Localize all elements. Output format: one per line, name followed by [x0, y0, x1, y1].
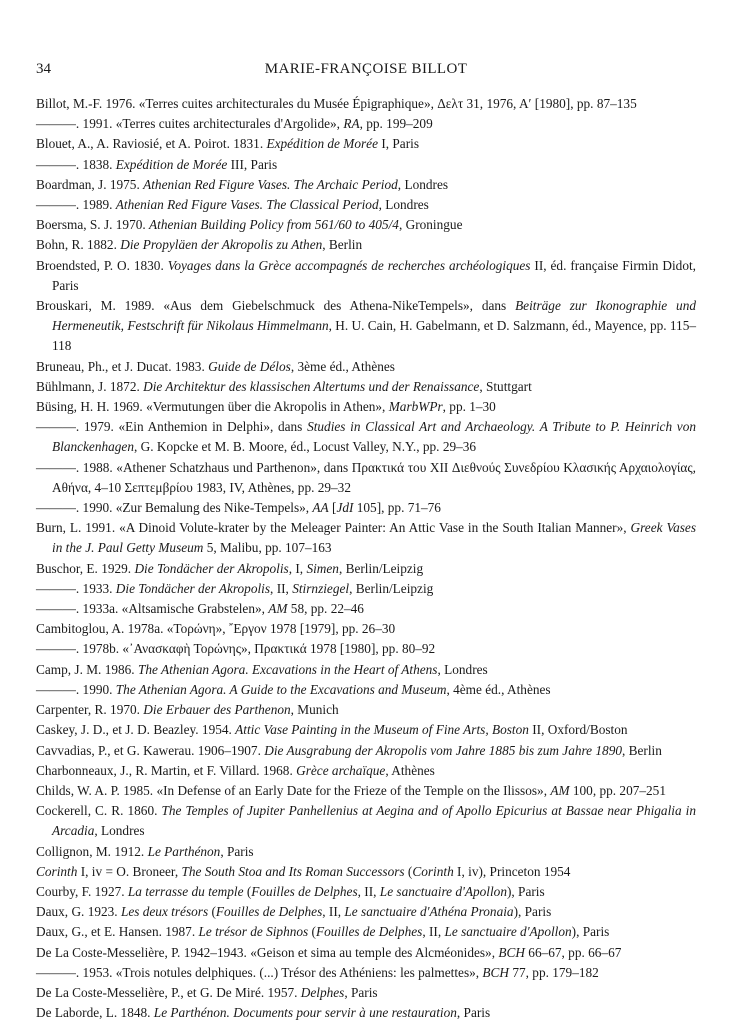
entry-italic-text: La terrasse du temple: [127, 883, 244, 899]
bibliography-entry: [36, 175, 696, 195]
entry-italic-text: Le Parthénon. Documents pour servir à une restauration: [153, 1005, 457, 1021]
running-head: MARIE-FRANÇOISE BILLOT: [264, 61, 468, 77]
entry-text: Broendsted, P. O. 1830.: [36, 257, 168, 273]
entry-text: Boardman, J. 1975.: [36, 176, 144, 192]
bibliography-entry: [36, 943, 696, 963]
bibliography-entry: [36, 357, 696, 377]
bibliography-entry: [36, 134, 696, 154]
entry-text: Carpenter, R. 1970.: [36, 702, 144, 718]
entry-text: , Londres: [378, 197, 429, 213]
entry-text: Burn, L. 1991. «A Dinoid Volute-krater by the Meleager Painter: An Attic Vase in the South Italian Manner»,: [36, 520, 631, 536]
entry-text: Daux, G., et E. Hansen. 1987.: [36, 924, 199, 940]
bibliography-list: [36, 94, 696, 1023]
bibliography-entry: [36, 922, 696, 942]
bibliography-entry: [36, 215, 696, 235]
entry-italic-text: BCH: [498, 944, 525, 960]
bibliography-entry: [36, 619, 696, 639]
entry-text: Camp, J. M. 1986.: [36, 661, 138, 677]
entry-italic-text: Corinth: [412, 863, 454, 879]
entry-text: , II,: [322, 904, 345, 920]
entry-italic-text: Delphes: [300, 984, 345, 1000]
entry-italic-text: Studies in Classical Art and Archaeology. A Tribute to P. Heinrich von Blanckenhagen: [52, 419, 696, 455]
entry-text: , I,: [288, 560, 307, 576]
entry-italic-text: Les deux trésors: [120, 904, 209, 920]
entry-text: 66–67, pp. 66–67: [524, 944, 622, 960]
bibliography-entry: [36, 377, 696, 397]
entry-text: (: [308, 924, 316, 940]
bibliography-entry: [36, 842, 696, 862]
entry-italic-text: Attic Vase Painting in the Museum of Fine Arts, Boston: [235, 722, 529, 738]
entry-text: I, Paris: [378, 136, 419, 152]
entry-italic-text: Corinth: [36, 863, 78, 879]
entry-text: Collignon, M. 1912.: [36, 843, 148, 859]
entry-text: , Berlin: [622, 742, 662, 758]
entry-text: 5, Malibu, pp. 107–163: [203, 540, 332, 556]
entry-text: Cockerell, C. R. 1860.: [36, 803, 162, 819]
entry-text: 100, pp. 207–251: [569, 782, 666, 798]
entry-text: ———. 1933a. «Altsamische Grabstelen»,: [36, 601, 269, 617]
page-header: [36, 61, 696, 83]
entry-text: ———. 1979. «Ein Anthemion in Delphi», dans: [36, 419, 308, 435]
bibliography-entry: [36, 680, 696, 700]
entry-text: ), Paris: [513, 904, 552, 920]
entry-text: , Berlin/Leipzig: [349, 580, 434, 596]
entry-text: ———. 1838.: [36, 156, 116, 172]
entry-italic-text: Die Propyläen der Akropolis zu Athen: [120, 237, 323, 253]
entry-text: De La Coste-Messelière, P. 1942–1943. «Geison et sima au temple des Alcméonides»,: [36, 944, 499, 960]
bibliography-entry: [36, 559, 696, 579]
entry-text: , 3ème éd., Athènes: [290, 358, 395, 374]
entry-text: ———. 1991. «Terres cuites architecturales d'Argolide»,: [36, 116, 344, 132]
entry-italic-text: JdI: [336, 500, 354, 516]
bibliography-entry: [36, 1003, 696, 1023]
entry-text: , II,: [422, 924, 445, 940]
entry-text: (: [243, 883, 252, 899]
entry-text: Cavvadias, P., et G. Kawerau. 1906–1907.: [36, 742, 265, 758]
bibliography-entry: [36, 579, 696, 599]
entry-italic-text: The Athenian Agora. A Guide to the Excavations and Museum: [115, 681, 447, 697]
entry-text: Büsing, H. H. 1969. «Vermutungen über die Akropolis in Athen»,: [36, 399, 389, 415]
entry-text: Caskey, J. D., et J. D. Beazley. 1954.: [36, 722, 236, 738]
entry-italic-text: MarbWPr: [388, 399, 443, 415]
entry-italic-text: Voyages dans la Grèce accompagnés de recherches archéologiques: [167, 257, 531, 273]
entry-text: Bohn, R. 1882.: [36, 237, 121, 253]
entry-text: ———. 1978b. «᾿Ανασκαφὴ Τορώνης», Πρακτικά 1978 [1980], pp. 80–92: [36, 641, 436, 657]
entry-text: ), Paris: [571, 924, 610, 940]
entry-italic-text: RA: [343, 116, 360, 132]
entry-text: (: [208, 904, 216, 920]
entry-italic-text: Le sanctuaire d'Apollon: [379, 883, 507, 899]
entry-text: , pp. 1–30: [442, 399, 496, 415]
entry-italic-text: Athenian Building Policy from 561/60 to 405/4: [149, 217, 399, 233]
bibliography-entry: [36, 862, 696, 882]
entry-italic-text: Stirnziegel: [292, 580, 350, 596]
entry-italic-text: Die Tondächer der Akropolis: [115, 580, 271, 596]
bibliography-entry: [36, 700, 696, 720]
entry-text: ———. 1933.: [36, 580, 116, 596]
bibliography-entry: [36, 599, 696, 619]
entry-italic-text: Le trésor de Siphnos: [198, 924, 309, 940]
bibliography-entry: [36, 498, 696, 518]
entry-text: Courby, F. 1927.: [36, 883, 128, 899]
entry-text: II, Oxford/Boston: [528, 722, 628, 738]
entry-text: , II,: [270, 580, 293, 596]
entry-text: Daux, G. 1923.: [36, 904, 121, 920]
entry-text: De La Coste-Messelière, P., et G. De Miré. 1957.: [36, 984, 301, 1000]
entry-text: , Munich: [290, 702, 339, 718]
entry-text: , Berlin/Leipzig: [338, 560, 424, 576]
entry-text: 105], pp. 71–76: [353, 500, 441, 516]
entry-text: (: [404, 863, 413, 879]
bibliography-entry: [36, 235, 696, 255]
entry-text: III, Paris: [227, 156, 278, 172]
bibliography-entry: [36, 741, 696, 761]
bibliography-entry: [36, 720, 696, 740]
entry-italic-text: Greek Vases in the J. Paul Getty Museum: [52, 520, 696, 556]
entry-text: Bühlmann, J. 1872.: [36, 378, 144, 394]
entry-italic-text: BCH: [482, 964, 510, 980]
entry-text: , Groningue: [398, 217, 463, 233]
entry-italic-text: Le sanctuaire d'Apollon: [444, 924, 572, 940]
entry-italic-text: Beiträge zur Ikonographie und Hermeneutik, Festschrift für Nikolaus Himmelmann: [52, 298, 696, 334]
entry-text: Bruneau, Ph., et J. Ducat. 1983.: [36, 358, 209, 374]
entry-italic-text: The Temples of Jupiter Panhellenius at Aegina and of Apollo Epicurius at Bassae near Phigalia in Arcadia: [52, 803, 696, 839]
entry-italic-text: Fouilles de Delphes: [315, 924, 423, 940]
bibliography-entry: [36, 639, 696, 659]
entry-text: Blouet, A., A. Raviosié, et A. Poirot. 1831.: [36, 136, 267, 152]
entry-text: , H. U. Cain, H. Gabelmann, et D. Salzmann, éd., Mayence, pp. 115–118: [52, 318, 696, 354]
bibliography-entry: [36, 902, 696, 922]
entry-text: [: [328, 500, 337, 516]
entry-text: I, iv = O. Broneer,: [77, 863, 182, 879]
entry-text: , Londres: [437, 661, 488, 677]
entry-text: ), Paris: [506, 883, 545, 899]
bibliography-entry: [36, 882, 696, 902]
bibliography-entry: [36, 660, 696, 680]
page-number: 34: [36, 61, 51, 77]
entry-text: 58, pp. 22–46: [287, 601, 364, 617]
bibliography-entry: [36, 155, 696, 175]
entry-text: Boersma, S. J. 1970.: [36, 217, 150, 233]
entry-italic-text: The South Stoa and Its Roman Successors: [181, 863, 405, 879]
entry-italic-text: AA: [312, 500, 329, 516]
entry-text: , II,: [357, 883, 380, 899]
bibliography-entry: [36, 761, 696, 781]
entry-text: ———. 1990. «Zur Bemalung des Nike-Tempels»,: [36, 500, 313, 516]
entry-italic-text: Grèce archaïque: [296, 762, 386, 778]
entry-text: Billot, M.-F. 1976. «Terres cuites architecturales du Musée Épigraphique», Δελτ 31, 1976, Α′ [1980], pp. 87–135: [36, 96, 637, 111]
bibliography-entry: [36, 114, 696, 134]
entry-italic-text: Expédition de Morée: [266, 136, 378, 152]
entry-text: , Berlin: [322, 237, 363, 253]
bibliography-entry: [36, 781, 696, 801]
entry-italic-text: Athenian Red Figure Vases. The Archaic Period: [143, 176, 398, 192]
bibliography-entry: [36, 983, 696, 1003]
bibliography-entry: [36, 256, 696, 296]
entry-text: ———. 1988. «Athener Schatzhaus und Parthenon», dans Πρακτικά του XII Διεθνούς Συνεδρίου Κλασικής Αρχαιολογίας, Αθήνα, 4–10 Σεπτεμβρίου 1983, IV, Athènes, pp. 29–32: [36, 459, 696, 495]
bibliography-entry: [36, 801, 696, 841]
entry-italic-text: AM: [268, 601, 288, 617]
bibliography-entry: [36, 296, 696, 357]
entry-text: Brouskari, M. 1989. «Aus dem Giebelschmuck des Athena-NikeTempels», dans: [36, 298, 516, 314]
entry-text: Charbonneaux, J., R. Martin, et F. Villard. 1968.: [36, 762, 297, 778]
entry-italic-text: Athenian Red Figure Vases. The Classical Period: [115, 197, 379, 213]
entry-italic-text: Simen: [306, 560, 339, 576]
entry-italic-text: Die Erbauer des Parthenon: [143, 702, 291, 718]
bibliography-entry: [36, 94, 696, 114]
entry-text: ———. 1989.: [36, 197, 116, 213]
entry-text: 77, pp. 179–182: [509, 964, 599, 980]
bibliography-entry: [36, 458, 696, 498]
entry-italic-text: Le Parthénon: [147, 843, 221, 859]
entry-italic-text: Die Tondächer der Akropolis: [134, 560, 289, 576]
entry-text: , G. Kopcke et M. B. Moore, éd., Locust Valley, N.Y., pp. 29–36: [133, 439, 477, 455]
entry-text: II, éd. française Firmin Didot, Paris: [52, 257, 696, 293]
entry-text: , Stuttgart: [479, 378, 532, 394]
bibliography-entry: [36, 518, 696, 558]
entry-italic-text: Fouilles de Delphes: [251, 883, 358, 899]
entry-text: Childs, W. A. P. 1985. «In Defense of an Early Date for the Frieze of the Temple on the Ilissos»,: [36, 782, 551, 798]
entry-text: Buschor, E. 1929.: [36, 560, 135, 576]
entry-italic-text: Guide de Délos: [208, 358, 291, 374]
entry-text: , Athènes: [385, 762, 435, 778]
entry-italic-text: Die Ausgrabung der Akropolis vom Jahre 1885 bis zum Jahre 1890: [264, 742, 622, 758]
entry-italic-text: Le sanctuaire d'Athéna Pronaia: [344, 904, 514, 920]
entry-text: Cambitoglou, A. 1978a. «Τορώνη», ῎Εργον 1978 [1979], pp. 26–30: [36, 621, 396, 637]
entry-italic-text: Expédition de Morée: [115, 156, 228, 172]
entry-text: ———. 1990.: [36, 681, 116, 697]
entry-italic-text: AM: [550, 782, 570, 798]
entry-text: , Paris: [456, 1005, 491, 1021]
entry-text: I, iv), Princeton 1954: [453, 863, 571, 879]
entry-text: ———. 1953. «Trois notules delphiques. (...) Trésor des Athéniens: les palmettes»,: [36, 964, 483, 980]
entry-text: De Laborde, L. 1848.: [36, 1005, 154, 1021]
entry-text: , 4ème éd., Athènes: [446, 681, 551, 697]
entry-italic-text: Fouilles de Delphes: [215, 904, 323, 920]
bibliography-entry: [36, 963, 696, 983]
entry-text: , Londres: [94, 823, 145, 839]
entry-text: , Londres: [397, 176, 449, 192]
entry-text: , Paris: [344, 984, 378, 1000]
bibliography-entry: [36, 397, 696, 417]
entry-italic-text: Die Architektur des klassischen Altertums und der Renaissance: [143, 378, 480, 394]
entry-text: , Paris: [220, 843, 254, 859]
bibliography-entry: [36, 195, 696, 215]
bibliography-entry: [36, 417, 696, 457]
entry-text: , pp. 199–209: [359, 116, 433, 132]
entry-italic-text: The Athenian Agora. Excavations in the Heart of Athens: [137, 661, 438, 677]
